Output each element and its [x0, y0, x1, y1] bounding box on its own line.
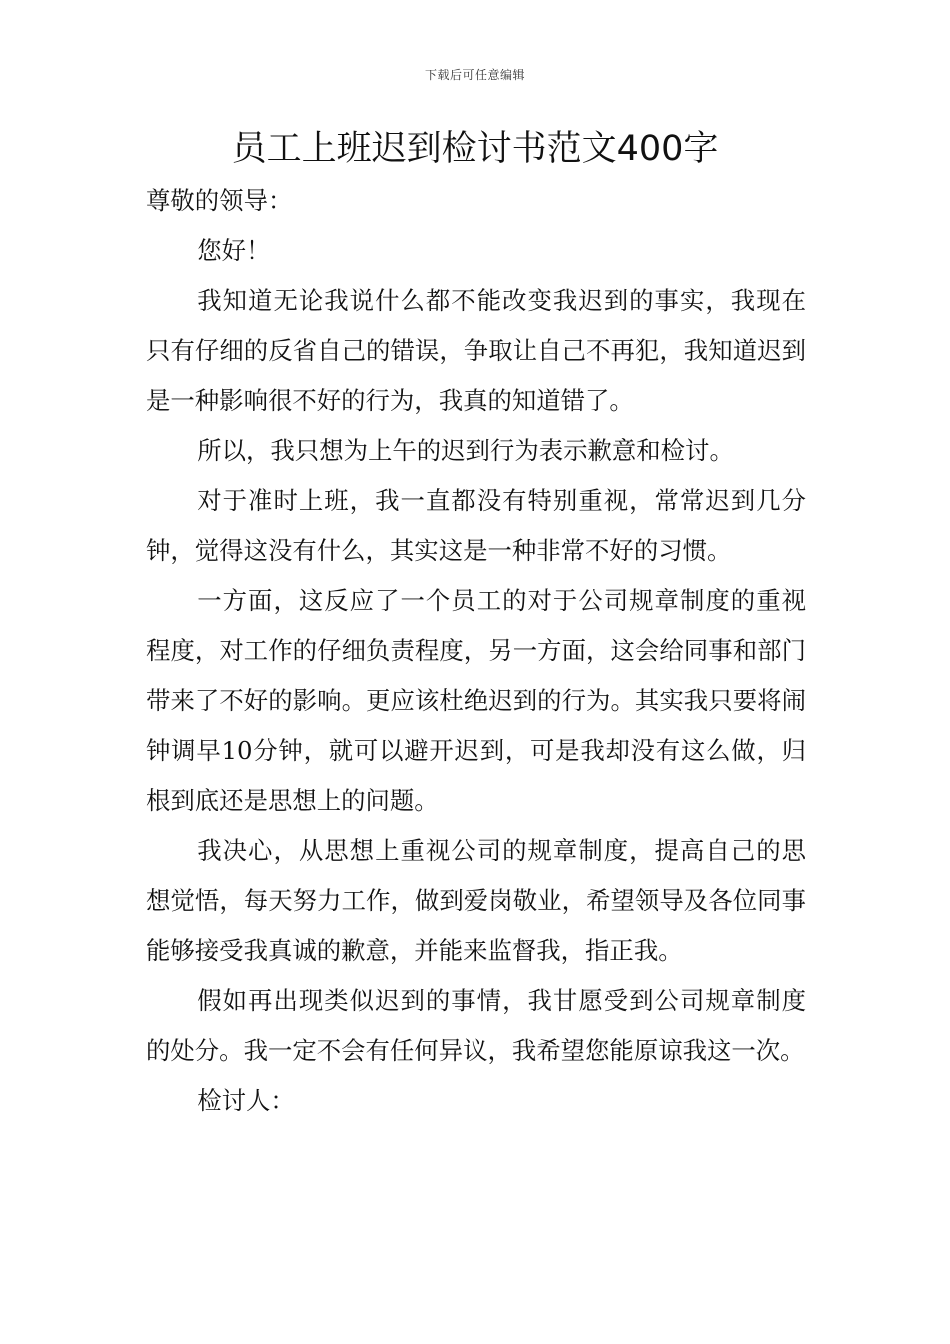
- signature-label: 检讨人：: [197, 1086, 295, 1115]
- paragraph-3: 对于准时上班，我一直都没有特别重视，常常迟到几分钟，觉得这没有什么，其实这是一种非常不好的习惯。: [146, 486, 806, 565]
- greeting: 您好！: [197, 236, 271, 265]
- header-note: 下载后可任意编辑: [424, 68, 525, 82]
- paragraph-2: 所以，我只想为上午的迟到行为表示歉意和检讨。: [197, 436, 734, 465]
- salutation: 尊敬的领导：: [146, 186, 293, 215]
- paragraph-4: 一方面，这反应了一个员工的对于公司规章制度的重视程度，对工作的仔细负责程度，另一方面，这会给同事和部门带来了不好的影响。更应该杜绝迟到的行为。其实我只要将闹钟调早10分钟，就可以避开迟到，可是我却没有这么做，归根到底还是思想上的问题。: [146, 586, 806, 815]
- paragraph-1: 我知道无论我说什么都不能改变我迟到的事实，我现在只有仔细的反省自己的错误，争取让自己不再犯，我知道迟到是一种影响很不好的行为，我真的知道错了。: [146, 286, 806, 415]
- document-title: 员工上班迟到检讨书范文400字: [231, 129, 719, 169]
- paragraph-5: 我决心，从思想上重视公司的规章制度，提高自己的思想觉悟，每天努力工作，做到爱岗敬业，希望领导及各位同事能够接受我真诚的歉意，并能来监督我，指正我。: [146, 836, 806, 965]
- document-body: [146, 176, 806, 1126]
- paragraph-6: 假如再出现类似迟到的事情，我甘愿受到公司规章制度的处分。我一定不会有任何异议，我希望您能原谅我这一次。: [146, 986, 806, 1065]
